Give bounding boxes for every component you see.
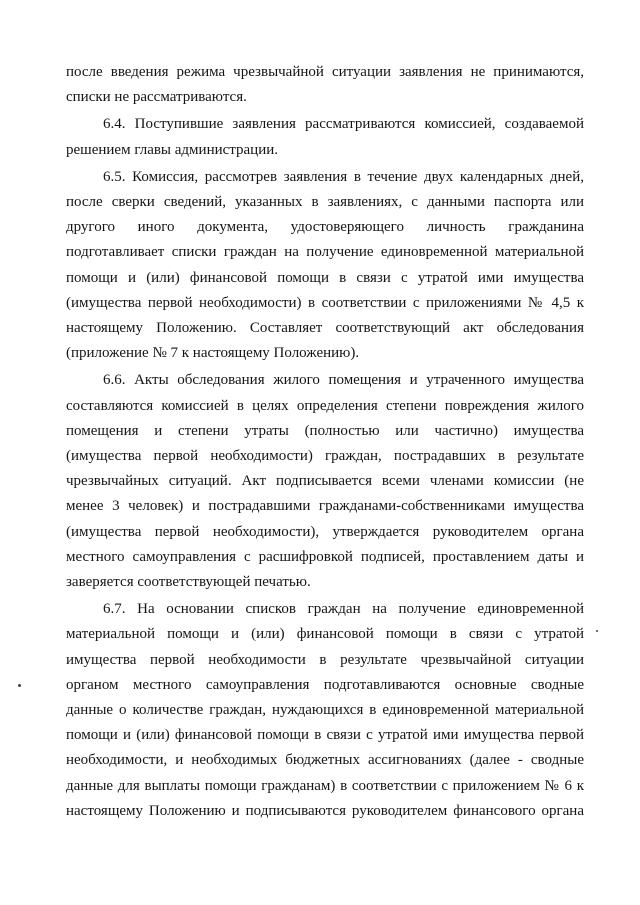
text-line: 6.4. Поступившие заявления рассматриваются комиссией, создаваемой bbox=[103, 116, 584, 133]
text-line: помещения и степени утраты (полностью или частично) имущества bbox=[66, 422, 584, 439]
text-line: заверяется соответствующей печатью. bbox=[66, 574, 311, 591]
paragraph-6-6 bbox=[66, 368, 584, 595]
text-line: органом местного самоуправления подготавливаются основные сводные bbox=[66, 676, 584, 693]
text-line: материальной помощи и (или) финансовой помощи в связи с утратой bbox=[66, 626, 584, 643]
paragraph-6-5 bbox=[66, 165, 584, 367]
text-line: списки не рассматриваются. bbox=[66, 89, 247, 106]
scan-speck bbox=[596, 630, 598, 632]
text-line: данные для выплаты помощи гражданам) в соответствии с приложением № 6 к bbox=[66, 777, 584, 794]
scan-speck bbox=[18, 684, 21, 687]
text-line: составляются комиссией в целях определения степени повреждения жилого bbox=[66, 397, 584, 414]
text-line: данные о количестве граждан, нуждающихся в единовременной материальной bbox=[66, 702, 584, 719]
text-line: 6.5. Комиссия, рассмотрев заявления в течение двух календарных дней, bbox=[103, 168, 584, 185]
text-line: помощи и (или) финансовой помощи в связи с утратой ими имущества bbox=[66, 269, 584, 286]
paragraph-6-4 bbox=[66, 112, 584, 162]
text-line: чрезвычайных ситуаций. Акт подписывается всеми членами комиссии (не bbox=[66, 473, 584, 490]
text-line: подготавливает списки граждан на получение единовременной материальной bbox=[66, 244, 584, 261]
text-line: необходимости, и необходимых бюджетных ассигнованиях (далее - сводные bbox=[66, 752, 584, 769]
text-line: (имущества первой необходимости) в соответствии с приложениями № 4,5 к bbox=[66, 294, 584, 311]
text-line: настоящему Положению. Составляет соответствующий акт обследования bbox=[66, 320, 584, 337]
paragraph-6-7 bbox=[66, 597, 584, 824]
text-line: решением главы администрации. bbox=[66, 141, 279, 158]
text-line: имущества первой необходимости в результате чрезвычайной ситуации bbox=[66, 651, 584, 668]
text-line: помощи и (или) финансовой помощи в связи с утратой ими имущества первой bbox=[66, 727, 584, 744]
paragraph-6-3-tail bbox=[66, 60, 584, 110]
text-line: после сверки сведений, указанных в заявлениях, с данными паспорта или bbox=[66, 194, 584, 211]
text-line: (имущества первой необходимости) граждан, пострадавших в результате bbox=[66, 448, 584, 465]
text-line: (имущества первой необходимости), утверждается руководителем органа bbox=[66, 523, 584, 540]
text-line: другого иного документа, удостоверяющего личность гражданина bbox=[66, 219, 584, 236]
text-line: после введения режима чрезвычайной ситуации заявления не принимаются, bbox=[66, 64, 584, 80]
text-line: 6.7. На основании списков граждан на получение единовременной bbox=[103, 601, 584, 618]
text-line: (приложение № 7 к настоящему Положению). bbox=[66, 345, 360, 362]
text-line: настоящему Положению и подписываются руководителем финансового органа bbox=[66, 802, 584, 819]
text-line: 6.6. Акты обследования жилого помещения и утраченного имущества bbox=[103, 372, 584, 389]
text-line: местного самоуправления с расшифровкой подписей, проставлением даты и bbox=[66, 548, 584, 565]
text-line: менее 3 человек) и пострадавшими гражданами-собственниками имущества bbox=[66, 498, 584, 515]
